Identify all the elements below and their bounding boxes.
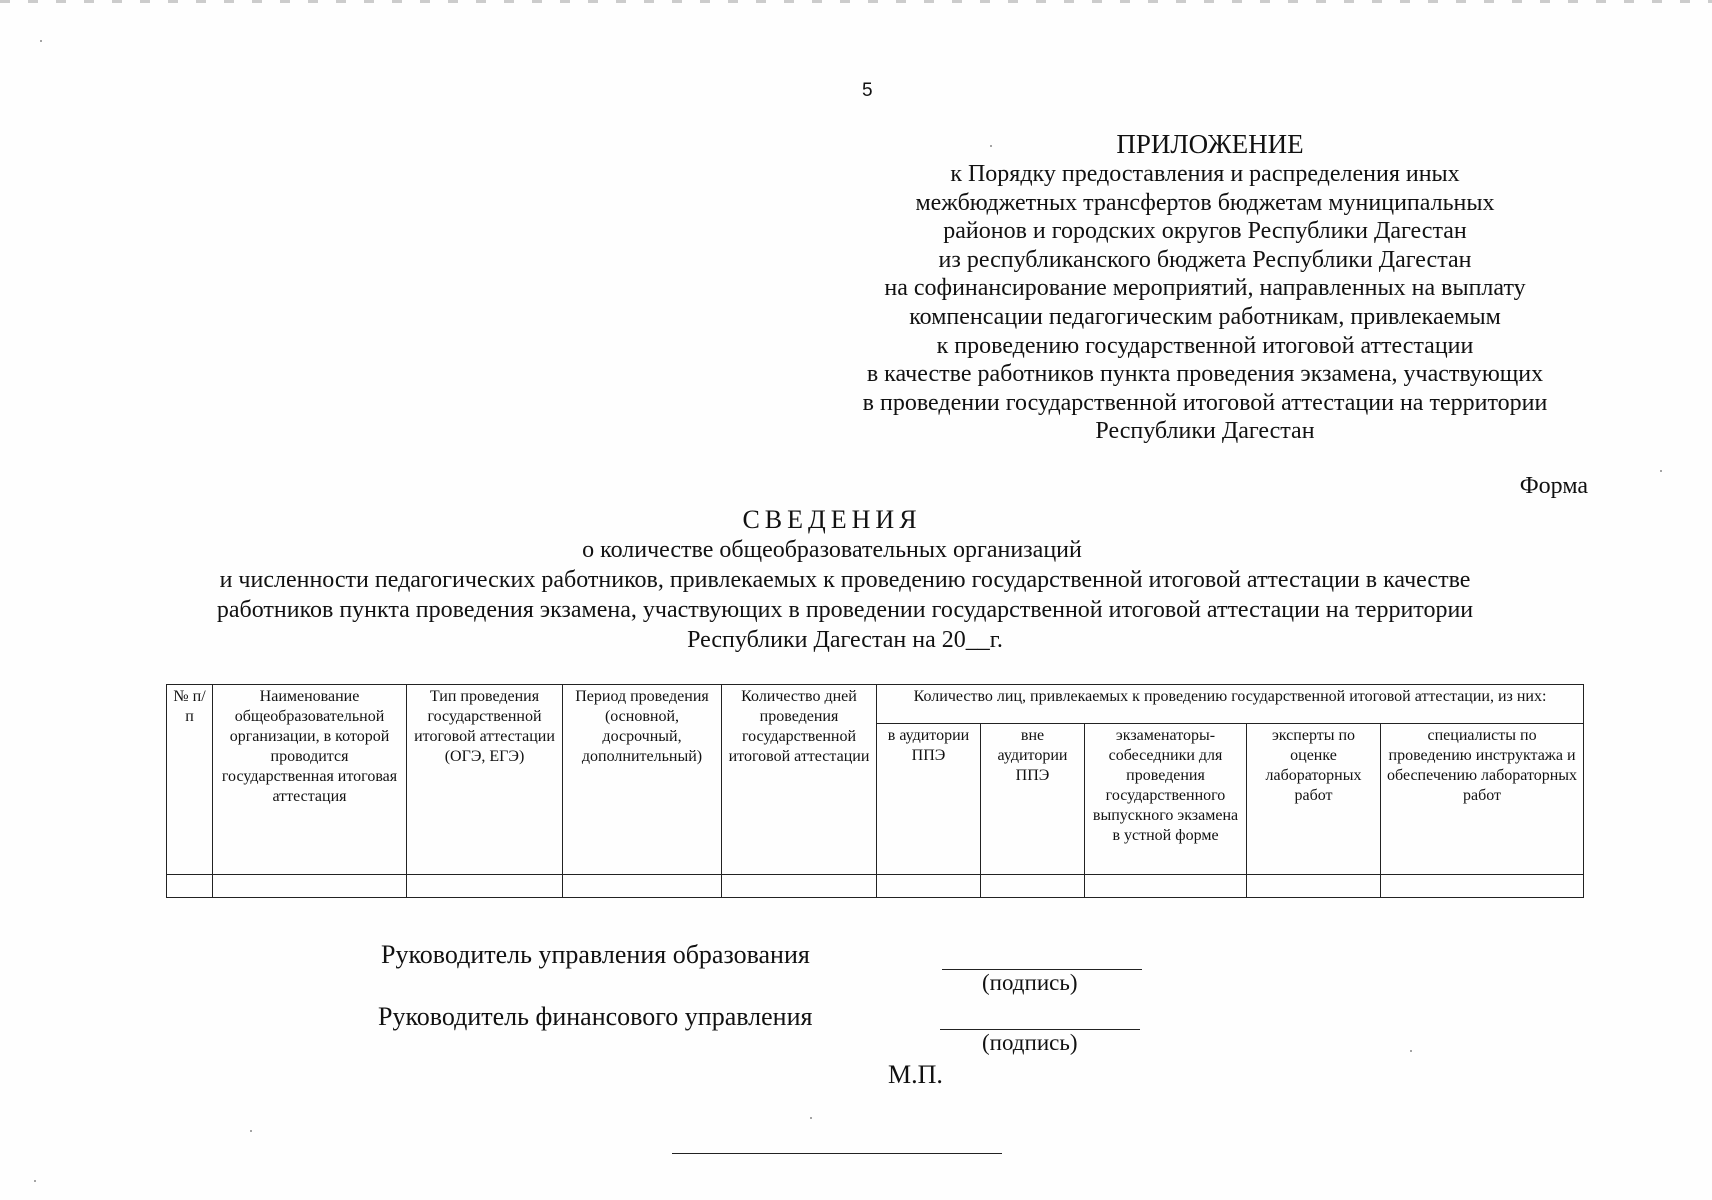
scan-speck [40, 40, 42, 42]
table-cell [877, 875, 981, 898]
form-label: Форма [1519, 473, 1588, 499]
scan-speck [1660, 470, 1662, 472]
col-header-period: Период проведения (основной, досрочный, дополнительный) [563, 685, 722, 875]
finance-head-label: Руководитель финансового управления [378, 1002, 813, 1031]
appendix-line: в проведении государственной итоговой аттестации на территории [862, 389, 1548, 416]
appendix-line: на софинансирование мероприятий, направленных на выплату [884, 275, 1526, 302]
appendix-line: районов и городских округов Республики Дагестан [943, 218, 1467, 245]
col-header-lab-experts: эксперты по оценке лабораторных работ [1247, 724, 1381, 875]
stamp-place-label: М.П. [888, 1060, 943, 1089]
heading-line: работников пункта проведения экзамена, участвующих в проведении государственной итоговой аттестации на территории [216, 597, 1474, 623]
page-number: 5 [862, 80, 873, 101]
table-cell [213, 875, 407, 898]
table-cell [563, 875, 722, 898]
heading-line: о количестве общеобразовательных организаций [582, 537, 1082, 563]
scan-speck [1410, 1050, 1412, 1052]
education-head-signature-caption: (подпись) [982, 970, 1078, 995]
appendix-line: компенсации педагогическим работникам, привлекаемым [909, 303, 1501, 330]
col-group-header-persons: Количество лиц, привлекаемых к проведению государственной итоговой аттестации, из них: [877, 685, 1584, 724]
education-head-label: Руководитель управления образования [381, 940, 810, 969]
document-heading [130, 505, 1560, 655]
col-header-out-auditorium: вне аудитории ППЭ [981, 724, 1085, 875]
col-header-in-auditorium: в аудитории ППЭ [877, 724, 981, 875]
table-cell [407, 875, 563, 898]
scan-speck [990, 145, 992, 147]
col-header-lab-specialists: специалисты по проведению инструктажа и обеспечению лабораторных работ [1381, 724, 1584, 875]
col-header-number: № п/п [167, 685, 213, 875]
table-cell [167, 875, 213, 898]
scan-speck [810, 1117, 812, 1119]
col-header-attestation-type: Тип проведения государственной итоговой аттестации (ОГЭ, ЕГЭ) [407, 685, 563, 875]
finance-head-signature-caption: (подпись) [982, 1030, 1078, 1055]
col-header-examiners: экзаменаторы-собеседники для проведения государственного выпускного экзамена в устной форме [1085, 724, 1247, 875]
appendix-line: к Порядку предоставления и распределения иных [950, 161, 1460, 187]
table-row [167, 875, 1584, 898]
table-cell [1085, 875, 1247, 898]
table-cell [722, 875, 877, 898]
scan-speck [250, 1130, 252, 1132]
scan-edge-artifact [0, 0, 1712, 3]
heading-line: Республики Дагестан на 20__г. [687, 627, 1003, 653]
col-header-organization: Наименование общеобразовательной организации, в которой проводится государственная итоговая аттестация [213, 685, 407, 875]
table-cell [1247, 875, 1381, 898]
bottom-rule [672, 1153, 1002, 1154]
appendix-line: Республики Дагестан [1095, 418, 1315, 445]
table-cell [1381, 875, 1584, 898]
appendix-line: межбюджетных трансфертов бюджетам муниципальных [915, 189, 1495, 216]
scan-speck [34, 1180, 36, 1182]
appendix-title: ПРИЛОЖЕНИЕ [1116, 129, 1304, 159]
appendix-line: к проведению государственной итоговой аттестации [936, 332, 1474, 359]
col-header-days: Количество дней проведения государственной итоговой аттестации [722, 685, 877, 875]
appendix-block [780, 128, 1630, 446]
appendix-line: из республиканского бюджета Республики Дагестан [938, 246, 1472, 273]
table-cell [981, 875, 1085, 898]
heading-title: СВЕДЕНИЯ [742, 505, 922, 534]
heading-line: и численности педагогических работников, привлекаемых к проведению государственной итоговой аттестации в качестве [219, 567, 1471, 593]
appendix-line: в качестве работников пункта проведения экзамена, участвующих [866, 361, 1544, 388]
data-table [166, 684, 1584, 898]
